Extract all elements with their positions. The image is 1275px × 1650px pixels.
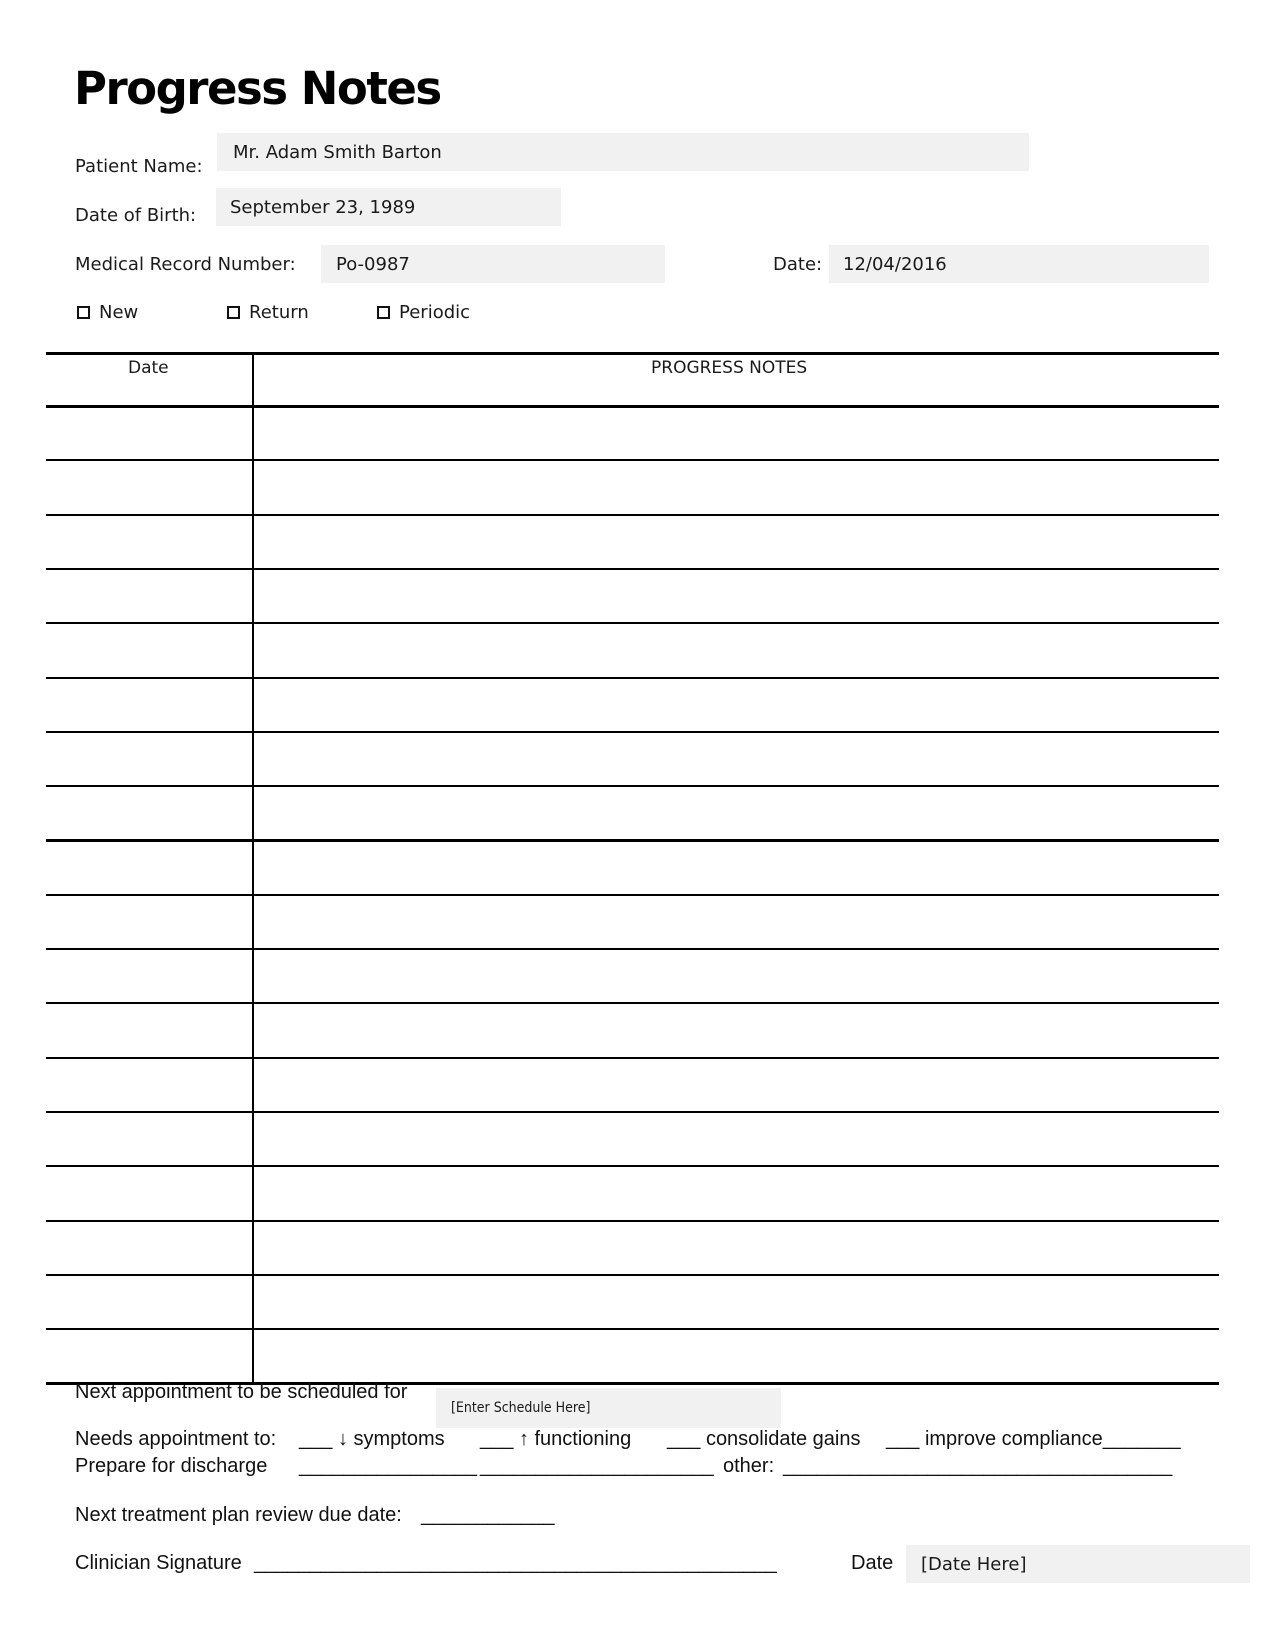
table-row [46, 1005, 1219, 1057]
row-divider [46, 459, 1219, 461]
table-row [46, 734, 1219, 786]
date-cell[interactable] [46, 1060, 252, 1112]
needs-appt-label: Needs appointment to: [75, 1428, 277, 1450]
note-cell[interactable] [254, 1005, 1219, 1057]
row-divider [46, 1111, 1219, 1113]
date-cell[interactable] [46, 1005, 252, 1057]
table-row [46, 1168, 1219, 1220]
note-cell[interactable] [254, 462, 1219, 514]
table-row [46, 517, 1219, 569]
column-header-progress-notes: PROGRESS NOTES [651, 358, 808, 378]
table-row [46, 951, 1219, 1003]
patient-name-label: Patient Name: [75, 156, 203, 177]
review-due-blank[interactable]: ____________ [421, 1504, 555, 1526]
table-row [46, 1060, 1219, 1112]
date-cell[interactable] [46, 842, 252, 894]
date-cell[interactable] [46, 1277, 252, 1329]
signature-date-label: Date [851, 1552, 894, 1574]
review-due-label: Next treatment plan review due date: [75, 1504, 402, 1526]
next-appt-placeholder: [Enter Schedule Here] [451, 1400, 591, 1416]
date-cell[interactable] [46, 625, 252, 677]
signature-label: Clinician Signature [75, 1552, 242, 1574]
blank-line[interactable]: ___ [480, 1428, 514, 1450]
needs-option-compliance[interactable] [886, 1428, 1181, 1451]
checkbox-new-label: New [99, 302, 139, 323]
note-cell[interactable] [254, 1060, 1219, 1112]
checkbox-icon[interactable] [77, 306, 90, 319]
table-row [46, 408, 1219, 460]
date-cell[interactable] [46, 951, 252, 1003]
signature-date-placeholder: [Date Here] [921, 1553, 1027, 1575]
note-cell[interactable] [254, 1223, 1219, 1275]
next-appt-label: Next appointment to be scheduled for [75, 1381, 408, 1403]
date-cell[interactable] [46, 734, 252, 786]
note-cell[interactable] [254, 408, 1219, 460]
note-cell[interactable] [254, 1277, 1219, 1329]
mrn-label: Medical Record Number: [75, 254, 296, 275]
option-label: consolidate gains [705, 1428, 861, 1450]
date-field[interactable] [829, 245, 1209, 283]
row-divider [46, 568, 1219, 570]
checkbox-icon[interactable] [227, 306, 240, 319]
row-divider [46, 622, 1219, 624]
patient-name-value: Mr. Adam Smith Barton [233, 141, 442, 163]
note-cell[interactable] [254, 1114, 1219, 1166]
needs-option-consolidate[interactable] [667, 1428, 861, 1451]
option-label: ↑ functioning [518, 1428, 632, 1450]
table-row [46, 1277, 1219, 1329]
date-cell[interactable] [46, 788, 252, 840]
note-cell[interactable] [254, 734, 1219, 786]
patient-name-field[interactable] [217, 133, 1029, 171]
date-cell[interactable] [46, 571, 252, 623]
discharge-blank-2[interactable]: _____________________ [480, 1455, 714, 1477]
dob-field[interactable] [216, 188, 561, 226]
date-value: 12/04/2016 [843, 253, 947, 275]
other-blank[interactable]: ___________________________________ [783, 1455, 1173, 1477]
other-label: other: [723, 1455, 775, 1477]
row-divider [46, 894, 1219, 896]
table-row [46, 788, 1219, 840]
date-cell[interactable] [46, 1331, 252, 1383]
date-cell[interactable] [46, 408, 252, 460]
column-header-date: Date [128, 358, 169, 378]
checkbox-icon[interactable] [377, 306, 390, 319]
note-cell[interactable] [254, 951, 1219, 1003]
table-row [46, 1114, 1219, 1166]
date-cell[interactable] [46, 897, 252, 949]
date-cell[interactable] [46, 1114, 252, 1166]
note-cell[interactable] [254, 680, 1219, 732]
note-cell[interactable] [254, 571, 1219, 623]
note-cell[interactable] [254, 625, 1219, 677]
date-cell[interactable] [46, 462, 252, 514]
table-row [46, 625, 1219, 677]
date-cell[interactable] [46, 1223, 252, 1275]
checkbox-new[interactable] [77, 302, 138, 323]
checkbox-periodic-label: Periodic [399, 302, 471, 323]
table-row [46, 842, 1219, 894]
date-cell[interactable] [46, 517, 252, 569]
mrn-value: Po-0987 [336, 253, 410, 275]
note-cell[interactable] [254, 517, 1219, 569]
date-label: Date: [773, 254, 823, 275]
blank-line[interactable]: ___ [886, 1428, 920, 1450]
row-divider [46, 785, 1219, 787]
next-appt-field[interactable] [436, 1388, 781, 1428]
progress-notes-table [46, 352, 1219, 1384]
date-cell[interactable] [46, 680, 252, 732]
signature-blank[interactable]: _______________________________________________ [254, 1552, 777, 1574]
table-row [46, 462, 1219, 514]
needs-option-symptoms[interactable] [299, 1428, 445, 1451]
table-border [46, 352, 1219, 355]
note-cell[interactable] [254, 842, 1219, 894]
row-divider [46, 1002, 1219, 1004]
note-cell[interactable] [254, 1168, 1219, 1220]
discharge-blank-1[interactable]: ________________ [299, 1455, 477, 1477]
table-row [46, 897, 1219, 949]
row-divider [46, 731, 1219, 733]
option-label: improve compliance_______ [924, 1428, 1181, 1450]
blank-line[interactable]: ___ [667, 1428, 701, 1450]
signature-date-field[interactable] [906, 1545, 1250, 1583]
blank-line[interactable]: ___ [299, 1428, 333, 1450]
discharge-label: Prepare for discharge [75, 1455, 268, 1477]
table-row [46, 1331, 1219, 1383]
mrn-field[interactable] [321, 245, 665, 283]
table-row [46, 1223, 1219, 1275]
table-row [46, 571, 1219, 623]
dob-label: Date of Birth: [75, 205, 197, 226]
table-row [46, 680, 1219, 732]
checkbox-return[interactable] [227, 302, 309, 323]
checkbox-periodic[interactable] [377, 302, 470, 323]
row-divider [46, 1274, 1219, 1276]
needs-option-functioning[interactable] [480, 1428, 631, 1451]
note-cell[interactable] [254, 788, 1219, 840]
row-divider [46, 1328, 1219, 1330]
date-cell[interactable] [46, 1168, 252, 1220]
page-title: Progress Notes [74, 62, 441, 115]
row-divider [46, 1165, 1219, 1167]
note-cell[interactable] [254, 1331, 1219, 1383]
checkbox-return-label: Return [249, 302, 309, 323]
note-cell[interactable] [254, 897, 1219, 949]
row-divider [46, 948, 1219, 950]
dob-value: September 23, 1989 [230, 196, 416, 218]
option-label: ↓ symptoms [337, 1428, 445, 1450]
